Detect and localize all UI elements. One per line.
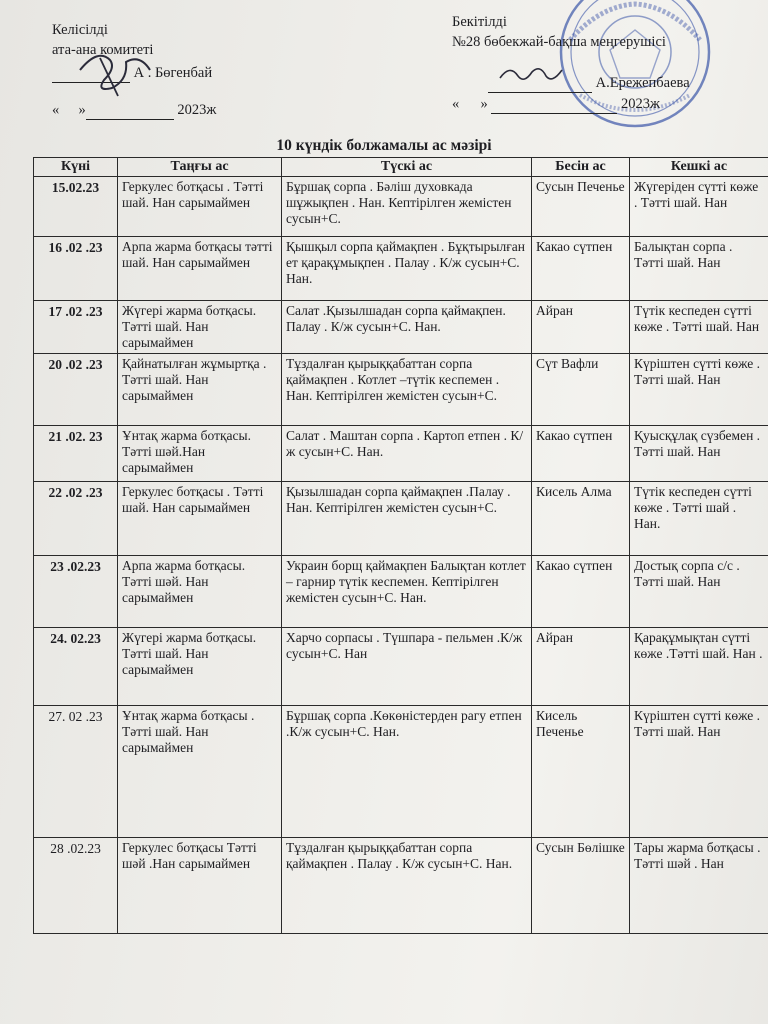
date-close-quote: »: [78, 102, 86, 118]
table-row: [34, 628, 768, 706]
row-breakfast: Ұнтақ жарма ботқасы. Тәтті шәй.Нан сарымаймен: [118, 426, 282, 482]
row-snack: Кисель Печенье: [532, 706, 630, 838]
row-breakfast: Геркулес ботқасы . Тәтті шай. Нан сарымаймен: [118, 482, 282, 556]
row-snack: Кисель Алма: [532, 482, 630, 556]
row-snack: Сусын Бөлішке: [532, 838, 630, 934]
head-title: №28 бөбекжай-бақша меңгерушісі: [452, 34, 666, 50]
row-date: 24. 02.23: [34, 628, 118, 706]
table-row: [34, 482, 768, 556]
row-snack: Какао сүтпен: [532, 237, 630, 301]
row-date: 17 .02 .23: [34, 301, 118, 354]
column-header-lunch: Түскі ас: [282, 158, 532, 177]
signature-icon: [496, 58, 566, 90]
row-snack: Какао сүтпен: [532, 426, 630, 482]
table-row: [34, 237, 768, 301]
row-dinner: Балықтан сорпа . Тәтті шай. Нан: [630, 237, 768, 301]
row-dinner: Күріштен сүтті көже . Тәтті шай. Нан: [630, 706, 768, 838]
table-row: [34, 556, 768, 628]
row-date: 23 .02.23: [34, 556, 118, 628]
row-date: 15.02.23: [34, 177, 118, 237]
column-header-date: Күні: [34, 158, 118, 177]
row-date: 16 .02 .23: [34, 237, 118, 301]
menu-table: [33, 157, 768, 934]
row-lunch: Тұздалған қырыққабаттан сорпа қаймақпен . Палау . К/ж сусын+С. Нан.: [282, 838, 532, 934]
row-dinner: Қуысқұлақ сүзбемен . Тәтті шай. Нан: [630, 426, 768, 482]
row-snack: Айран: [532, 628, 630, 706]
row-date: 28 .02.23: [34, 838, 118, 934]
row-dinner: Қарақұмықтан сүтті көже .Тәтті шай. Нан .: [630, 628, 768, 706]
row-lunch: Тұздалған қырыққабаттан сорпа қаймақпен . Котлет –түтік кеспемен . Нан. Кептірілген жемістен сусын+С.: [282, 354, 532, 426]
committee-label: ата-ана комитеті: [52, 42, 154, 58]
row-breakfast: Геркулес ботқасы . Тәтті шай. Нан сарымаймен: [118, 177, 282, 237]
row-breakfast: Қайнатылған жұмыртқа . Тәтті шай. Нан сарымаймен: [118, 354, 282, 426]
row-date: 27. 02 .23: [34, 706, 118, 838]
date-close-quote: »: [480, 96, 488, 112]
row-date: 21 .02. 23: [34, 426, 118, 482]
row-breakfast: Арпа жарма ботқасы. Тәтті шәй. Нан сарымаймен: [118, 556, 282, 628]
row-date: 20 .02 .23: [34, 354, 118, 426]
table-row: [34, 426, 768, 482]
row-lunch: Қышқыл сорпа қаймақпен . Бұқтырылған ет қарақұмықпен . Палау . К/ж сусын+С. Нан.: [282, 237, 532, 301]
date-line: [86, 99, 174, 120]
row-breakfast: Арпа жарма ботқасы тәтті шай. Нан сарымаймен: [118, 237, 282, 301]
row-breakfast: Ұнтақ жарма ботқасы . Тәтті шай. Нан сарымаймен: [118, 706, 282, 838]
row-dinner: Жүгеріден сүтті көже . Тәтті шай. Нан: [630, 177, 768, 237]
date-line: [491, 93, 617, 114]
table-row: [34, 301, 768, 354]
signer-name: А.Ережепбаева: [595, 75, 690, 91]
table-row: [34, 354, 768, 426]
page-title: 10 күндік болжамалы ас мәзірі: [276, 137, 492, 154]
date-open-quote: «: [452, 96, 460, 112]
row-lunch: Салат . Маштан сорпа . Картоп етпен . К/ж сусын+С. Нан.: [282, 426, 532, 482]
row-date: 22 .02 .23: [34, 482, 118, 556]
row-lunch: Харчо сорпасы . Түшпара - пельмен .К/ж сусын+С. Нан: [282, 628, 532, 706]
column-header-breakfast: Таңғы ас: [118, 158, 282, 177]
row-breakfast: Геркулес ботқасы Тәтті шәй .Нан сарымаймен: [118, 838, 282, 934]
row-dinner: Түтік кеспеден сүтті көже . Тәтті шай . Нан.: [630, 482, 768, 556]
signature-icon: [70, 40, 160, 100]
row-breakfast: Жүгері жарма ботқасы. Тәтті шай. Нан сарымаймен: [118, 628, 282, 706]
row-lunch: Украин борщ қаймақпен Балықтан котлет – гарнир түтік кеспемен. Кептірілген жемістен сусын+С. Нан.: [282, 556, 532, 628]
row-snack: Айран: [532, 301, 630, 354]
row-lunch: Бұршақ сорпа .Көкөністерден рагу етпен .К/ж сусын+С. Нан.: [282, 706, 532, 838]
date-open-quote: «: [52, 102, 60, 118]
table-header-row: [34, 158, 768, 177]
row-lunch: Қызылшадан сорпа қаймақпен .Палау . Нан. Кептірілген жемістен сусын+С.: [282, 482, 532, 556]
row-snack: Сусын Печенье: [532, 177, 630, 237]
approval-label: Келісілді: [52, 22, 108, 38]
row-lunch: Бұршақ сорпа . Бәліш духовкада шұжықпен . Нан. Кептірілген жемістен сусын+С.: [282, 177, 532, 237]
row-lunch: Салат .Қызылшадан сорпа қаймақпен. Палау . К/ж сусын+С. Нан.: [282, 301, 532, 354]
row-breakfast: Жүгері жарма ботқасы. Тәтті шай. Нан сарымаймен: [118, 301, 282, 354]
row-snack: Какао сүтпен: [532, 556, 630, 628]
row-dinner: Достық сорпа с/с . Тәтті шай. Нан: [630, 556, 768, 628]
row-dinner: Түтік кеспеден сүтті көже . Тәтті шай. Нан: [630, 301, 768, 354]
approved-label: Бекітілді: [452, 14, 507, 30]
table-row: [34, 706, 768, 838]
row-dinner: Тары жарма ботқасы . Тәтті шәй . Нан: [630, 838, 768, 934]
row-dinner: Күріштен сүтті көже . Тәтті шай. Нан: [630, 354, 768, 426]
year-label: 2023ж: [621, 96, 661, 112]
year-label: 2023ж: [177, 102, 217, 118]
approval-block-right: [452, 12, 690, 114]
row-snack: Сүт Вафли: [532, 354, 630, 426]
signer-name: А . Бөгенбай: [133, 65, 213, 81]
column-header-snack: Бесін ас: [532, 158, 630, 177]
table-row: [34, 177, 768, 237]
table-row: [34, 838, 768, 934]
column-header-dinner: Кешкі ас: [630, 158, 768, 177]
